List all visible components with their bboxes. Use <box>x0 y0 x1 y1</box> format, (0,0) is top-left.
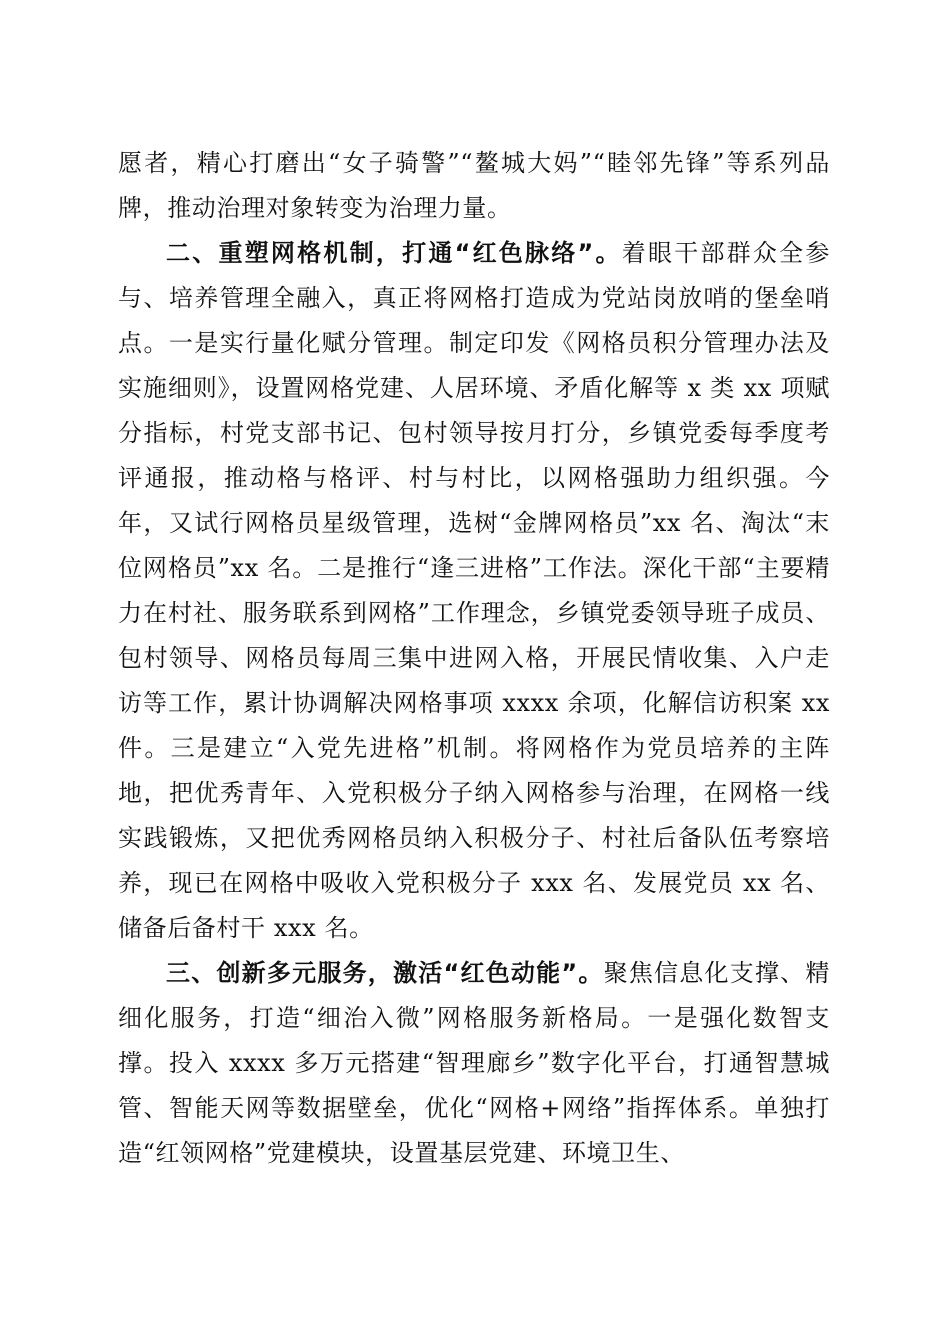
paragraph-continuation <box>118 141 830 231</box>
paragraph-text: 着眼干部群众全参与、培养管理全融入，真正将网格打造成为党站岗放哨的堡垒哨点。一是实行量化赋分管理。制定印发《网格员积分管理办法及实施细则》，设置网格党建、人居环境、矛盾化解等 x 类 xx 项赋分指标，村党支部书记、包村领导按月打分，乡镇党委每季度考评通报，推动格与格评、村与村比，以网格强助力组织强。今年，又试行网格员星级管理，选树“金牌网格员”xx 名、淘汰“末位网格员”xx 名。二是推行“逢三进格”工作法。深化干部“主要精力在村社、服务联系到网格”工作理念，乡镇党委领导班子成员、包村领导、网格员每周三集中进网入格，开展民情收集、入户走访等工作，累计协调解决网格事项 xxxx 余项，化解信访积案 xx 件。三是建立“入党先进格”机制。将网格作为党员培养的主阵地，把优秀青年、入党积极分子纳入网格参与治理，在网格一线实践锻炼，又把优秀网格员纳入积极分子、村社后备队伍考察培养，现已在网格中吸收入党积极分子 xxx 名、发展党员 xx 名、储备后备村干 xxx 名。 <box>118 239 830 942</box>
paragraph-text: 愿者，精心打磨出“女子骑警”“鳌城大妈”“睦邻先锋”等系列品牌，推动治理对象转变为治理力量。 <box>118 149 830 222</box>
document-body <box>118 141 830 1176</box>
paragraph-section-three <box>118 951 830 1176</box>
section-heading: 三、创新多元服务，激活“红色动能”。 <box>166 959 604 987</box>
paragraph-section-two <box>118 231 830 951</box>
paragraph-text: 聚焦信息化支撑、精细化服务，打造“细治入微”网格服务新格局。一是强化数智支撑。投入 xxxx 多万元搭建“智理廊乡”数字化平台，打通智慧城管、智能天网等数据壁垒，优化“网格+网络”指挥体系。单独打造“红领网格”党建模块，设置基层党建、环境卫生、 <box>118 959 830 1167</box>
section-heading: 二、重塑网格机制，打通“红色脉络”。 <box>166 239 622 267</box>
